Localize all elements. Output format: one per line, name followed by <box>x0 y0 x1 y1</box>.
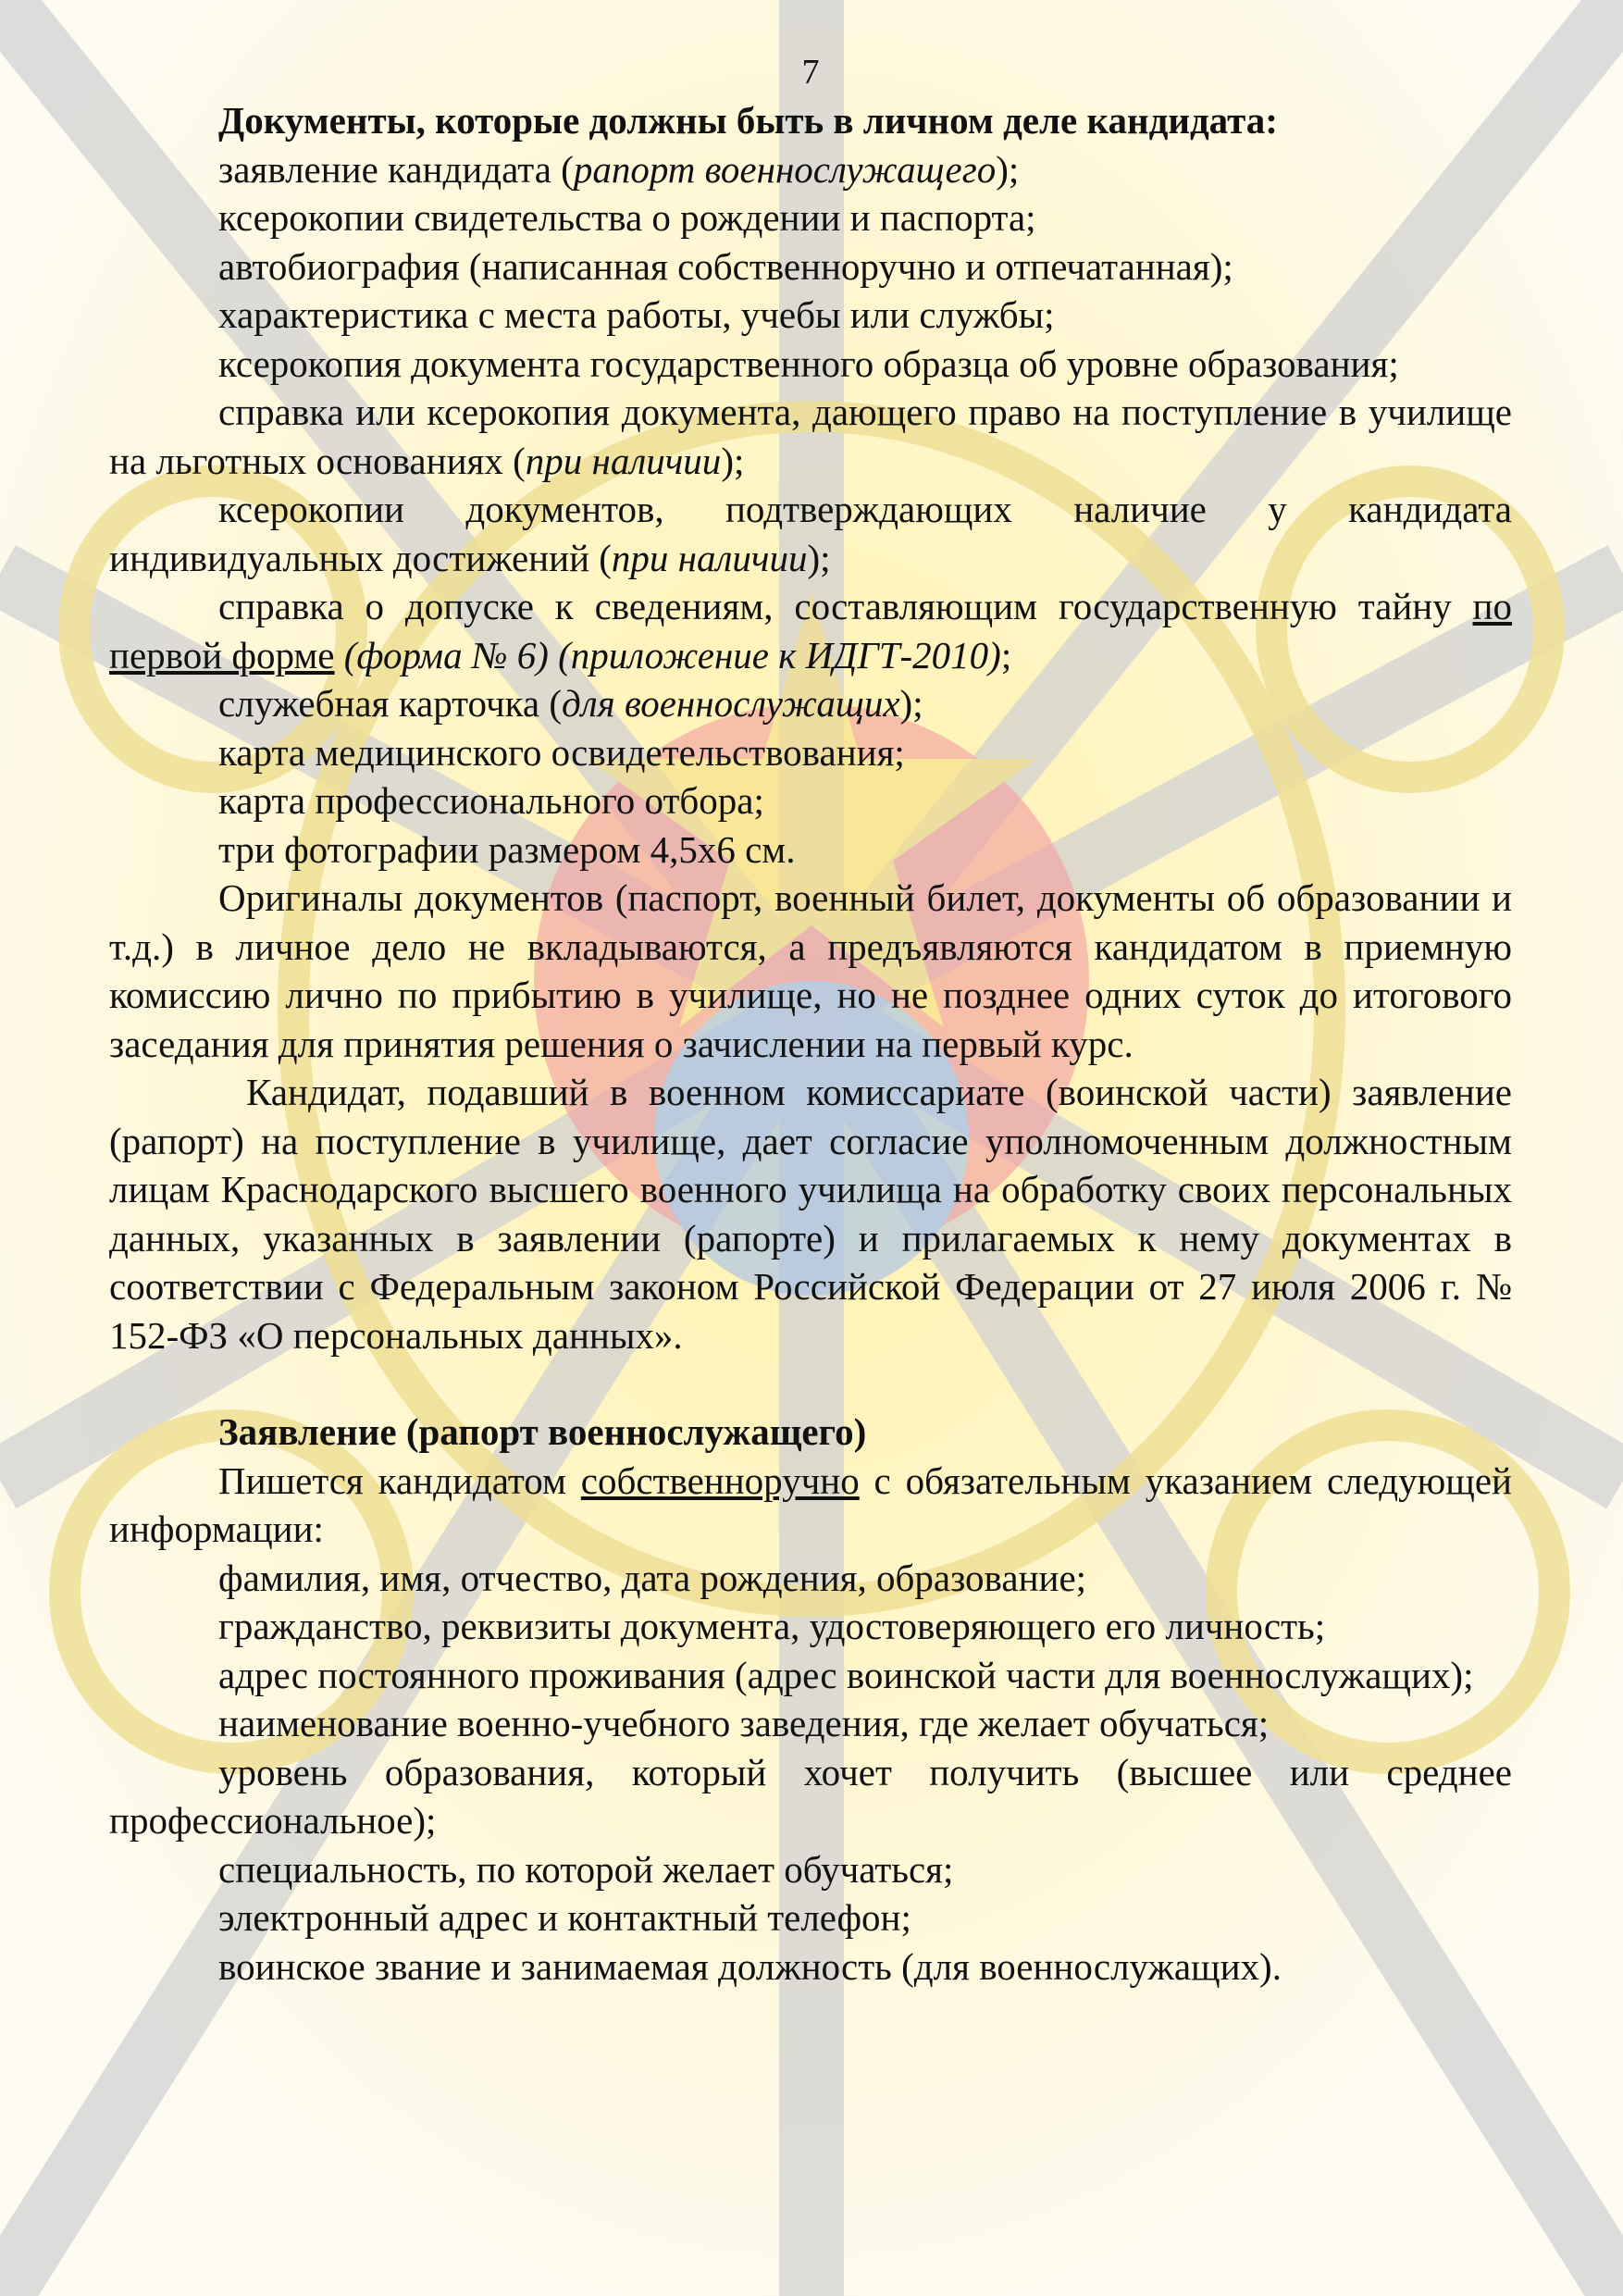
list-item: ксерокопия документа государственного образца об уровне образования; <box>218 341 1399 385</box>
list-item: справка о допуске к сведениям, составляющим государственную тайну по первой форме (форма № 6) (приложение к ИДГТ-2010); <box>109 585 1512 676</box>
section-heading-documents: Документы, которые должны быть в личном деле кандидата: <box>218 99 1278 142</box>
list-item: характеристика с места работы, учебы или службы; <box>218 293 1055 336</box>
list-item: гражданство, реквизиты документа, удостоверяющего его личность; <box>218 1605 1326 1647</box>
list-item: карта медицинского освидетельствования; <box>218 730 905 774</box>
list-item: фамилия, имя, отчество, дата рождения, образование; <box>218 1556 1087 1599</box>
list-item: наименование военно-учебного заведения, где желает обучаться; <box>218 1702 1270 1744</box>
list-item: автобиография (написанная собственноручно и отпечатанная); <box>218 244 1233 288</box>
application-intro: Пишется кандидатом собственноручно с обязательным указанием следующей информации: <box>109 1458 1512 1550</box>
list-item: заявление кандидата (рапорт военнослужащего); <box>218 147 1020 191</box>
list-item: ксерокопии свидетельства о рождении и паспорта; <box>218 196 1036 239</box>
originals-note: Оригиналы документов (паспорт, военный билет, документы об образовании и т.д.) в личное дело не вкладываются, а предъявляются кандидатом в приемную комиссию лично по прибытию в училище, но не позднее одних суток до итогового заседания для принятия решения о зачислении на первый курс. <box>109 876 1512 1065</box>
list-item: ксерокопии документов, подтверждающих наличие у кандидата индивидуальных достижений (при наличии); <box>109 488 1512 579</box>
page-number: 7 <box>801 53 820 92</box>
section-heading-application: Заявление (рапорт военнослужащего) <box>218 1410 867 1453</box>
list-item: справка или ксерокопия документа, дающего право на поступление в училище на льготных основаниях (при наличии); <box>109 391 1512 482</box>
list-item: электронный адрес и контактный телефон; <box>218 1896 911 1939</box>
list-item: три фотографии размером 4,5х6 см. <box>218 827 796 871</box>
list-item: карта профессионального отбора; <box>218 779 764 822</box>
page-content <box>109 48 1512 1991</box>
list-item: воинское звание и занимаемая должность (для военнослужащих). <box>218 1944 1282 1988</box>
spacer <box>109 1359 1512 1408</box>
list-item: адрес постоянного проживания (адрес воинской части для военнослужащих); <box>218 1653 1474 1696</box>
list-item: уровень образования, который хочет получить (высшее или среднее профессиональное); <box>109 1750 1512 1842</box>
list-item: специальность, по которой желает обучаться; <box>218 1847 954 1891</box>
list-item: служебная карточка (для военнослужащих); <box>218 682 923 725</box>
consent-note: Кандидат, подавший в военном комиссариате (воинской части) заявление (рапорт) на поступление в училище, дает согласие уполномоченным должностным лицам Краснодарского высшего военного училища на обработку своих персональных данных, указанных в заявлении (рапорте) и прилагаемых к нему документах в соответствии с Федеральным законом Российской Федерации от 27 июля 2006 г. № 152-ФЗ «О персональных данных». <box>109 1071 1512 1357</box>
